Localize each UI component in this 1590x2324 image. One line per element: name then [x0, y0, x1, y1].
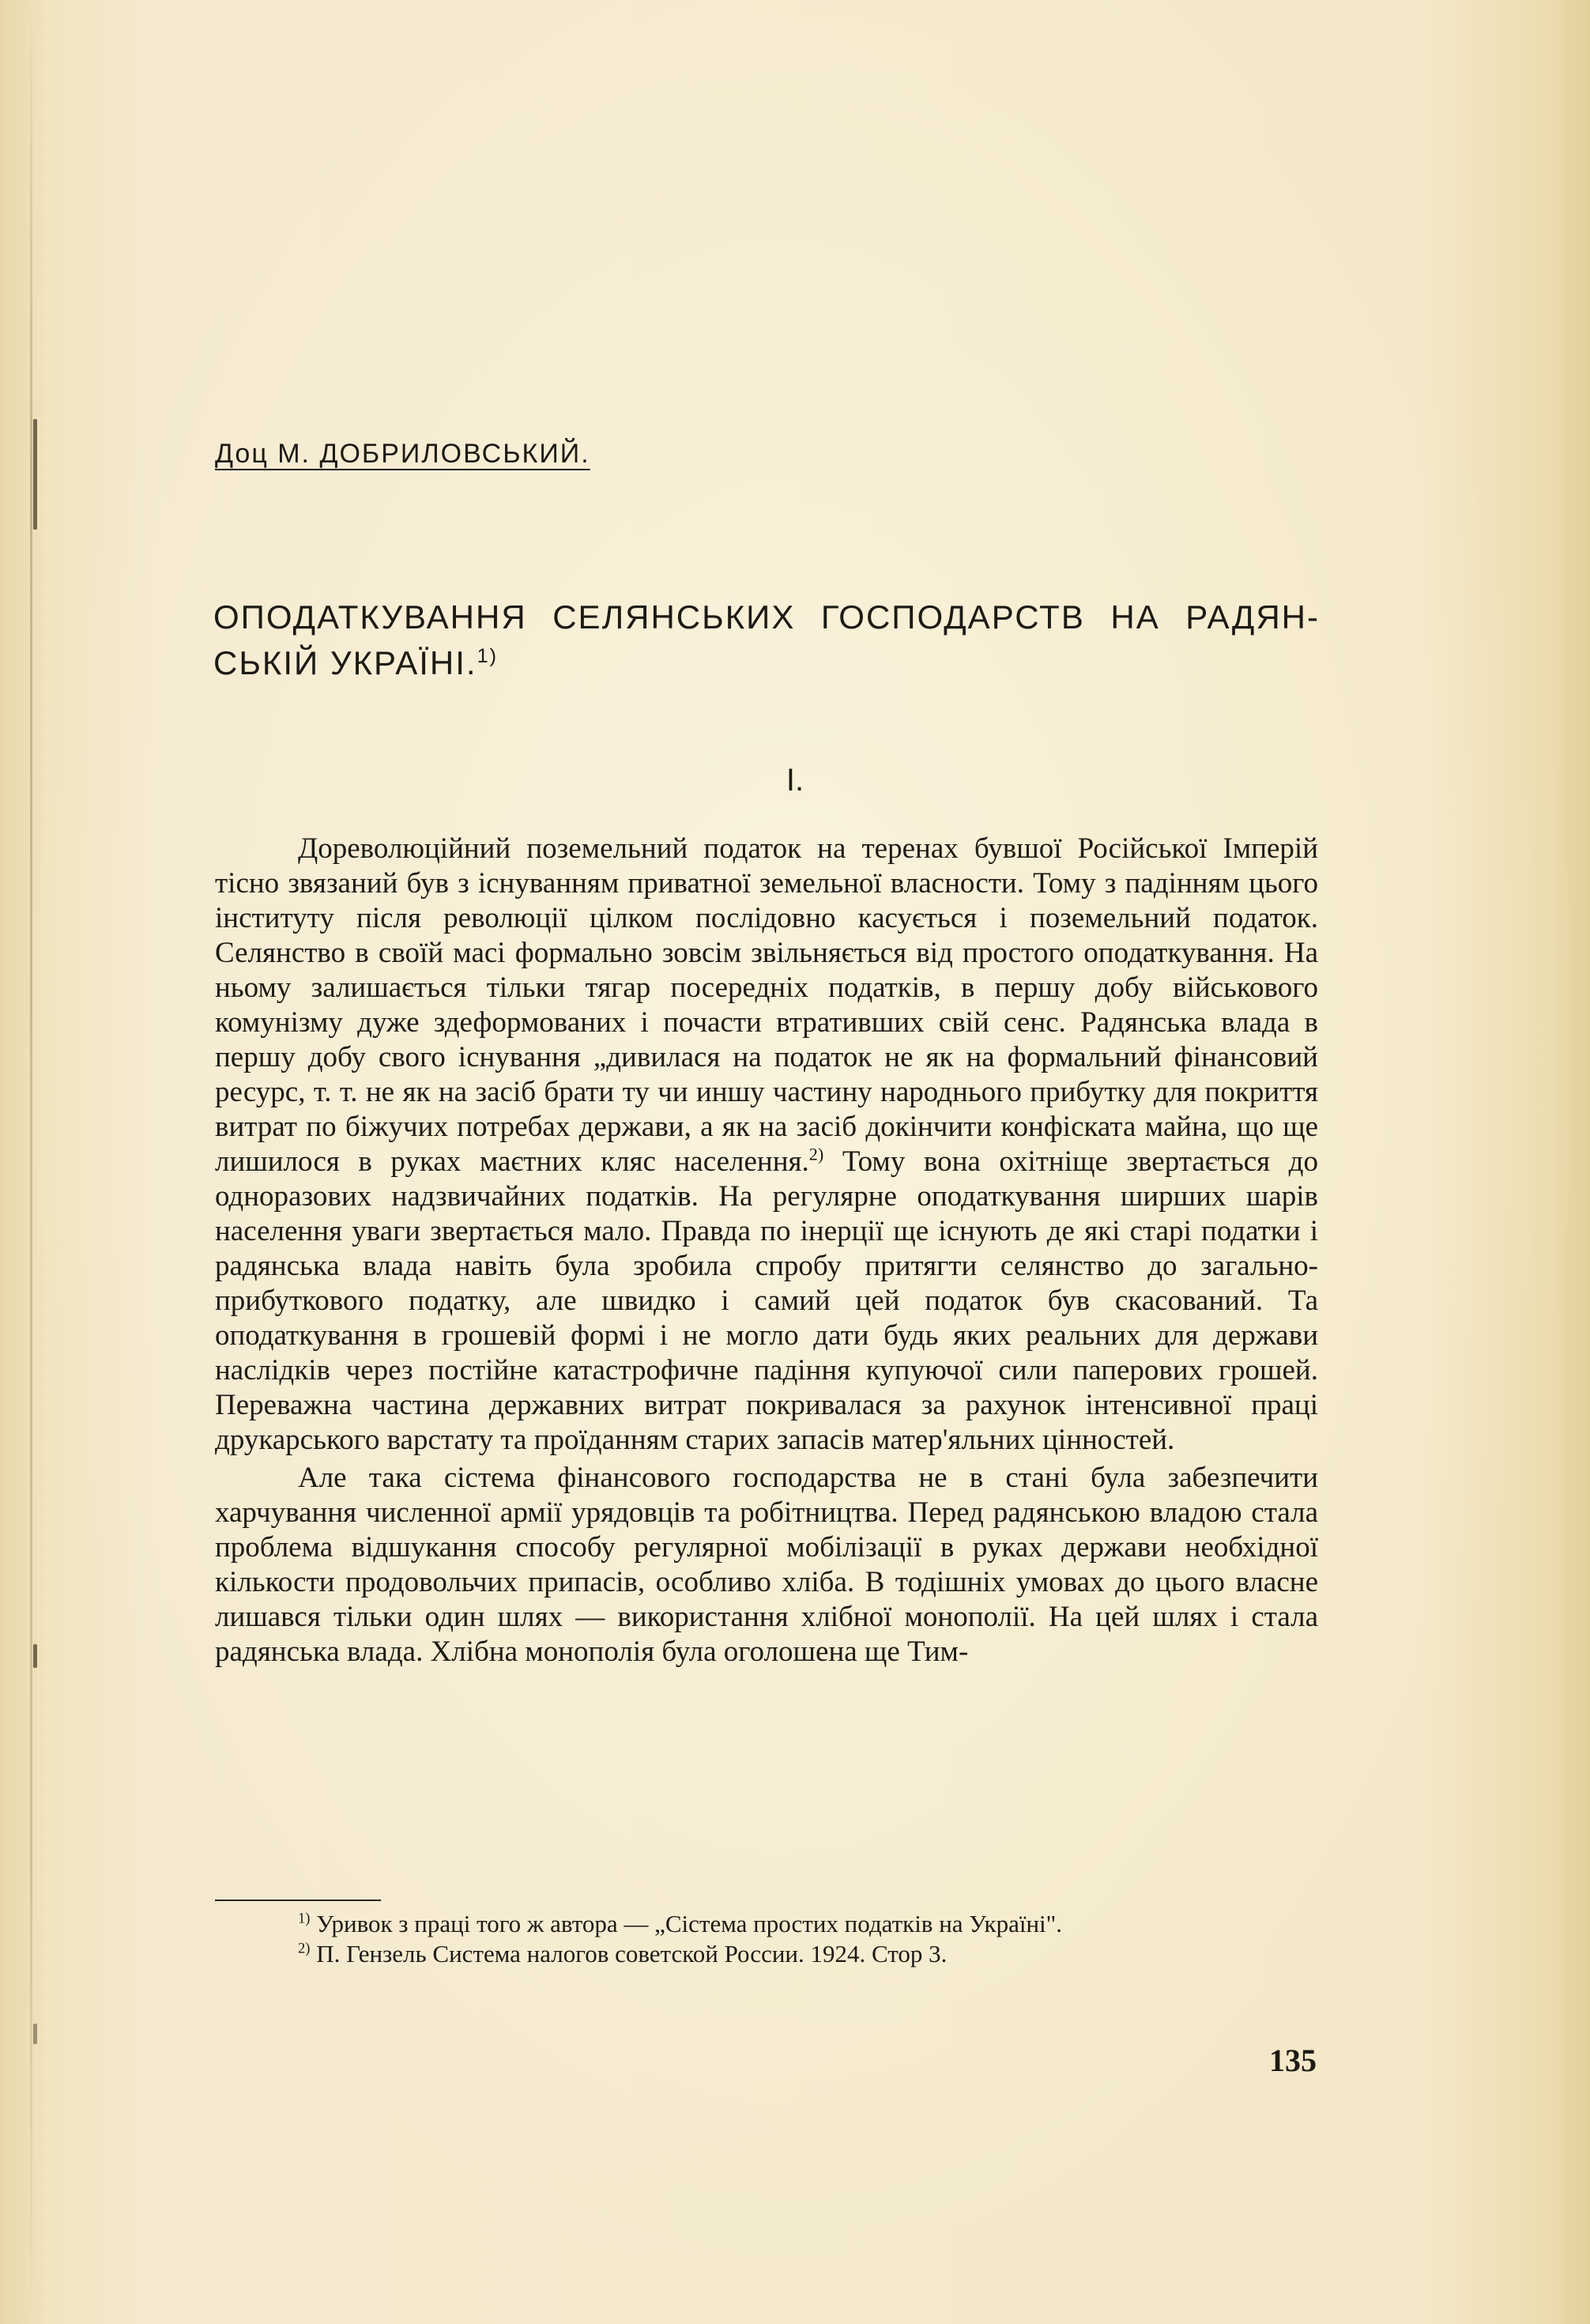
footnotes: [215, 1909, 1318, 1969]
binding-mark: [33, 2024, 37, 2044]
footnote-marker: 1): [298, 1910, 311, 1927]
footnote-text: Уривок з праці того ж автора — „Сістема простих податків на Україні".: [310, 1910, 1063, 1937]
binding-mark: [33, 1644, 37, 1668]
binding-mark: [33, 419, 37, 530]
paragraph-text: Тому вона охітніще звертається до одноразових надзвичайних податків. На регулярне оподаткування ширших шарів населення уваги звертається мало. Правда по інерції ще існують де які старі податки і радянська влада навіть була зробила спробу притягти селянство до загально-прибуткового податку, але швидко і самий цей податок був скасований. Та оподаткування в грошевій формі і не могло дати будь яких реальних для держави наслідків через постійне катастрофичне падіння купуючої сили паперових грошей. Переважна частина державних витрат покривалася за рахунок інтенсивної праці друкарського варстату та проїданням старих запасів матер'яльних цінностей.: [215, 1145, 1318, 1456]
footnote: [215, 1909, 1318, 1939]
paragraph: Але така сістема фінансового господарства не в стані була забезпечити харчування численної армії урядовців та робітництва. Перед радянською владою стала проблема відшукання способу регулярної мобілізації в руках держави необхідної кількости продовольчих припасів, особливо хліба. В тодішніх умовах до цього власне лишався тільки один шлях — використання хлібної монополії. На цей шлях і стала радянська влада. Хлібна монополія була оголошена ще Тим-: [215, 1462, 1318, 1668]
body-text: [215, 832, 1318, 1669]
footnote-ref: 2): [808, 1144, 824, 1164]
footnote-divider: [215, 1900, 381, 1901]
author-line: Доц М. ДОБРИЛОВСЬКИЙ.: [215, 439, 590, 469]
title-footnote-ref: 1): [477, 645, 498, 667]
section-number: I.: [786, 763, 804, 798]
footnote: [215, 1939, 1318, 1969]
footnote-text: П. Гензель Система налогов советской России. 1924. Стор 3.: [310, 1940, 948, 1967]
footnote-marker: 2): [298, 1940, 311, 1957]
paragraph: [215, 832, 1318, 1458]
article-title-text: ОПОДАТКУВАННЯ СЕЛЯНСЬКИХ ГОСПОДАРСТВ НА РАДЯН-СЬКІЙ УКРАЇНІ.: [213, 598, 1320, 681]
paragraph-text: Дореволюційний поземельний податок на теренах бувшої Російської Імперій тісно звязаний був з існуванням приватної земельної власности. Тому з падінням цього інституту після революції цілком послідовно касується і поземельний податок. Селянство в своїй масі формально зовсім звільняється від простого оподаткування. На ньому залишається тільки тягар посередніх податків, в першу добу військового комунізму дуже здеформованих і почасти втративших свій сенс. Радянська влада в першу добу свого існування „дивилася на податок не як на формальний фінансовий ресурс, т. т. не як на засіб брати ту чи иншу частину народнього прибутку для покриття витрат по біжучих потребах держави, а як на засіб докінчити конфіската майна, що ще лишилося в руках маєтних кляс населення.: [215, 832, 1318, 1178]
article-title: [213, 594, 1320, 686]
page-number: 135: [1269, 2043, 1317, 2078]
